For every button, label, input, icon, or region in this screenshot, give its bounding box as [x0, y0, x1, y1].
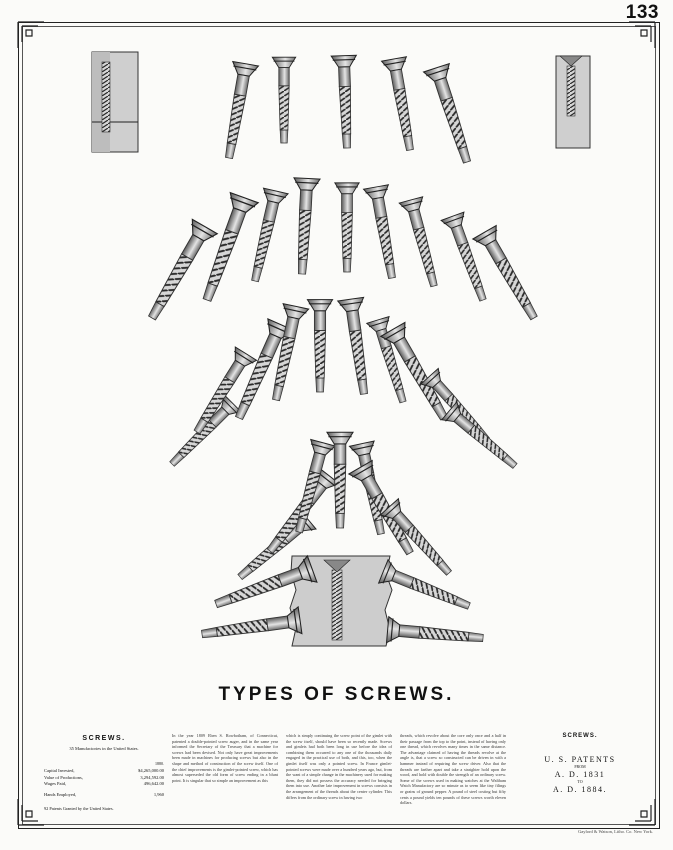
screw-figure: [379, 560, 474, 618]
screw-figure: [140, 219, 218, 325]
screw-figure: [272, 57, 295, 143]
stats-footnote: 92 Patents Granted by the United States.: [44, 806, 114, 811]
stats-table: [44, 735, 164, 811]
page-number: 133: [625, 2, 659, 23]
patents-to: TO: [577, 779, 583, 784]
screw-figure: [289, 178, 320, 275]
screw-figure: [164, 395, 241, 472]
screw-figure: [387, 617, 485, 651]
stats-row-label: Hands Employed,: [44, 791, 77, 797]
screw-figure: [382, 57, 423, 152]
stats-row-label: Wages Paid,: [44, 781, 67, 786]
screw-figure: [424, 64, 480, 166]
patents-heading: SCREWS.: [562, 733, 598, 739]
stats-row-label: Value of Productions,: [44, 774, 83, 780]
stats-row-value: $4,265,000.00: [138, 768, 164, 773]
stats-row-label: Capital Invested,: [44, 768, 75, 773]
article-column-1: In the year 1809 Eben S. Rowbotham, of Connecticut, patented a double-pointed screw auger, and in the same year informed the Secretary of the Treasury that a machine for screws had been devised. Not only have great improvements been made in machines for producing screws but also in the shape and method of construction of the screw itself. One of the chief improvements is the gimlet-pointed screw, which has almost superseded the old form of screw ending in a blunt point. It is singular that so simple an improvement as this: [172, 733, 278, 783]
screw-figure: [442, 402, 523, 475]
screw-figure: [338, 297, 377, 395]
corner-ornament-bottom-left: [16, 797, 46, 827]
patents-from: FROM: [574, 764, 586, 769]
screw-figure: [331, 55, 359, 148]
patents-block: [525, 733, 635, 794]
publisher-imprint: Gaylord & Watson, Litho. Co. New York.: [578, 829, 653, 834]
stats-heading: SCREWS.: [82, 735, 126, 742]
screw-figure: [307, 300, 332, 392]
stats-column-header: 1880.: [155, 761, 164, 766]
patents-year-start: A. D. 1831: [554, 770, 606, 779]
stats-row-value: 496,642.00: [143, 781, 164, 786]
article-column-2: which is simply continuing the screw point of the gimlet with the screw itself, should have been so recently made. Screws and gimlets had both been long in use before the idea of combining them occurred to any one of the thousands daily engaged in the practical use of both, and this, too, when the gimlet itself was only a pointed screw. In France gimlet-pointed screws were made over a hundred years ago, but, from the want of a simple change in the machinery used for making them, they did not possess the accuracy needed for bringing them into use. Another late improvement in screws consists in the arrangement of the threads about the center cylinder. This differs from the ordinary screw in having two: [286, 733, 392, 800]
screw-figure: [441, 212, 494, 304]
screw-figure: [335, 183, 359, 272]
patents-year-end: A. D. 1884.: [552, 785, 608, 794]
stats-row: [44, 781, 164, 788]
stats-subheading: 35 Manufactories in the United States.: [69, 746, 139, 751]
wood-block-right: [556, 56, 590, 148]
screw-figure: [364, 185, 405, 280]
stats-row-value: 1,960: [153, 791, 164, 797]
article-column-3: threads, which revolve about the core only once and a half in their passage from the top to the point, instead of having only one thread, which revolves many times in the same distance. The advantage claimed of having the threads revolve at the angle is, that a screw so constructed can be driven in with a hammer instead of requiring the screw driver. Also that the threads are farther apart and take a straighter hold upon the wood, and hold with double the strength of an ordinary screw. Some of the screws used in making watches at the Waltham Watch Manufactory are so minute as to seem like tiny filings or grains of ground pepper. A pound of steel costing but fifty cents a pound yields ten pounds of these screws worth eleven dollars.: [400, 733, 506, 806]
screw-figure: [200, 607, 302, 648]
stats-row-value: 3,294,592.00: [140, 774, 164, 780]
screw-figure: [399, 197, 446, 289]
screw-figure: [473, 226, 546, 325]
corner-ornament-bottom-right: [627, 797, 657, 827]
patents-line: U. S. PATENTS: [544, 755, 616, 764]
stats-row: [44, 792, 164, 799]
screw-figure: [216, 61, 258, 160]
screw-figure: [193, 193, 258, 305]
plate-title: TYPES OF SCREWS.: [218, 684, 455, 705]
wood-block-left: [92, 52, 138, 152]
